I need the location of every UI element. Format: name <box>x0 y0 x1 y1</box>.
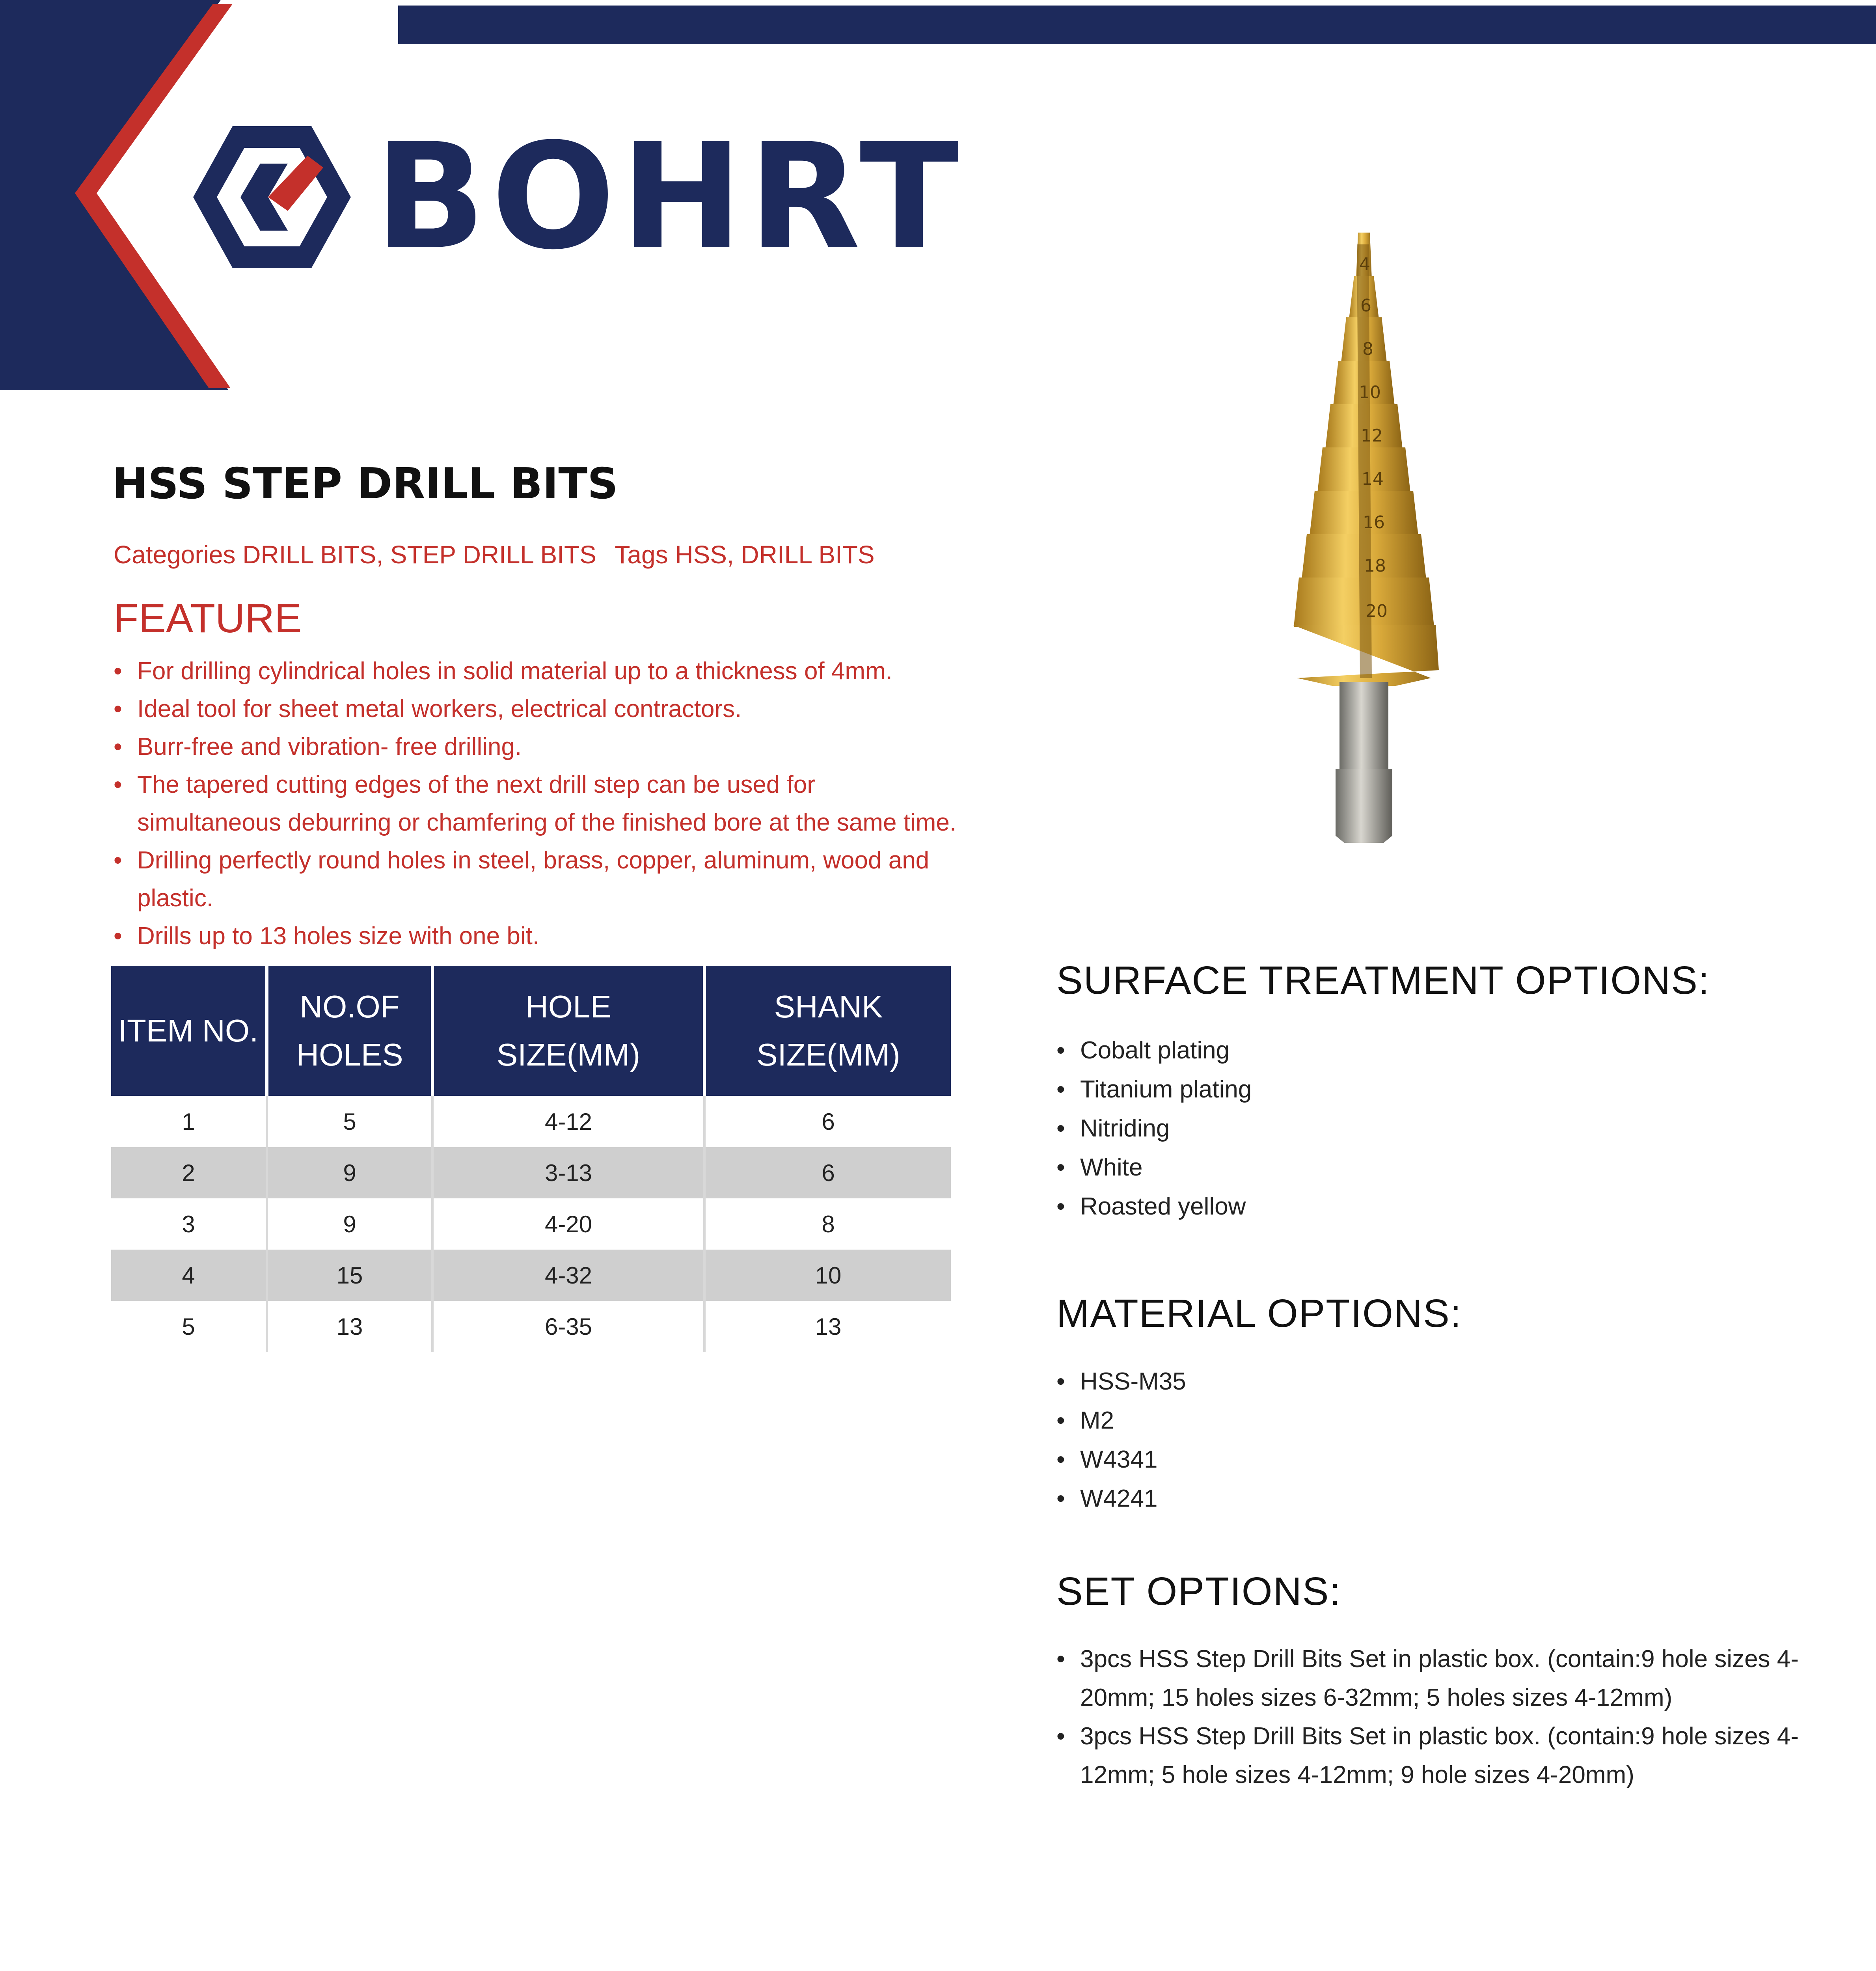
feature-heading: FEATURE <box>114 596 302 641</box>
list-item: • Roasted yellow <box>1056 1187 1252 1226</box>
list-item: • 3pcs HSS Step Drill Bits Set in plastic box. (contain:9 hole sizes 4-12mm; 5 hole sizes 4-12mm; 9 hole sizes 4-20mm) <box>1056 1717 1805 1794</box>
cell-no-of-holes: 9 <box>267 1147 432 1198</box>
feature-item: • Burr-free and vibration- free drilling. <box>114 728 961 766</box>
feature-item: • Drills up to 13 holes size with one bit. <box>114 917 961 955</box>
step-mark: 18 <box>1364 556 1386 576</box>
list-item: • Titanium plating <box>1056 1070 1252 1109</box>
cell-item-no: 1 <box>111 1096 267 1147</box>
step-drill-bit-image <box>1254 233 1474 844</box>
surface-options-list <box>1056 1031 1252 1226</box>
list-item: • Cobalt plating <box>1056 1031 1252 1070</box>
brand-logo <box>189 112 965 282</box>
cell-no-of-holes: 13 <box>267 1301 432 1352</box>
list-item: • White <box>1056 1148 1252 1187</box>
table-row <box>111 1198 951 1250</box>
material-options-list <box>1056 1362 1186 1518</box>
col-header-hole-size: HOLE SIZE(MM) <box>432 966 704 1096</box>
cell-no-of-holes: 15 <box>267 1250 432 1301</box>
step-mark: 4 <box>1359 254 1370 274</box>
col-header-item-no: ITEM NO. <box>111 966 267 1096</box>
tags-text: Tags HSS, DRILL BITS <box>615 540 875 569</box>
material-options-heading: MATERIAL OPTIONS: <box>1056 1291 1462 1336</box>
list-item: • HSS-M35 <box>1056 1362 1186 1401</box>
step-mark: 8 <box>1362 339 1373 359</box>
cell-no-of-holes: 9 <box>267 1198 432 1250</box>
feature-item: • The tapered cutting edges of the next drill step can be used for simultaneous deburring or chamfering of the finished bore at the same time. <box>114 766 961 842</box>
cell-shank-size: 6 <box>822 1108 835 1135</box>
feature-item: • Drilling perfectly round holes in steel, brass, copper, aluminum, wood and plastic. <box>114 842 961 917</box>
list-item: • W4241 <box>1056 1479 1186 1518</box>
feature-item: • For drilling cylindrical holes in solid material up to a thickness of 4mm. <box>114 652 961 690</box>
cell-shank-size: 6 <box>704 1147 951 1198</box>
logo-mark-icon <box>189 118 355 276</box>
cell-item-no: 5 <box>111 1301 267 1352</box>
step-mark: 14 <box>1362 469 1384 489</box>
surface-options-heading: SURFACE TREATMENT OPTIONS: <box>1056 958 1710 1002</box>
logo-wordmark: BOHRT <box>374 112 965 282</box>
drill-hex-end <box>1336 769 1392 843</box>
cell-item-no: 3 <box>111 1198 267 1250</box>
table-row <box>111 1250 951 1301</box>
cell-no-of-holes: 5 <box>267 1096 432 1147</box>
table-header-row <box>111 966 951 1096</box>
header-top-bar <box>398 6 1876 44</box>
step-mark: 12 <box>1361 426 1383 446</box>
table-row <box>111 1301 951 1352</box>
step-mark: 10 <box>1359 382 1381 402</box>
table-row <box>111 1096 951 1147</box>
set-options-list <box>1056 1640 1805 1794</box>
list-item: • 3pcs HSS Step Drill Bits Set in plastic box. (contain:9 hole sizes 4-20mm; 15 holes sizes 6-32mm; 5 holes sizes 4-12mm) <box>1056 1640 1805 1717</box>
cell-item-no: 2 <box>111 1147 267 1198</box>
cell-hole-size: 6-35 <box>432 1301 704 1352</box>
list-item: • W4341 <box>1056 1440 1186 1479</box>
cell-hole-size: 3-13 <box>432 1147 704 1198</box>
step-mark: 20 <box>1366 601 1388 621</box>
cell-shank-size: 13 <box>815 1313 842 1340</box>
table-row <box>111 1147 951 1198</box>
feature-item: • Ideal tool for sheet metal workers, electrical contractors. <box>114 690 961 728</box>
category-tags-line <box>114 540 887 569</box>
feature-list <box>114 652 961 955</box>
step-mark: 6 <box>1360 296 1371 316</box>
cell-shank-size: 8 <box>822 1211 835 1237</box>
spec-table <box>111 966 951 1352</box>
set-options-heading: SET OPTIONS: <box>1056 1569 1341 1613</box>
cell-hole-size: 4-20 <box>432 1198 704 1250</box>
col-header-shank-size: SHANK SIZE(MM) <box>704 966 951 1096</box>
list-item: • M2 <box>1056 1401 1186 1440</box>
cell-item-no: 4 <box>111 1250 267 1301</box>
cell-hole-size: 4-32 <box>432 1250 704 1301</box>
cell-shank-size: 10 <box>704 1250 951 1301</box>
step-mark: 16 <box>1363 512 1385 533</box>
drill-shank <box>1339 682 1388 773</box>
cell-hole-size: 4-12 <box>432 1096 704 1147</box>
page-title: HSS STEP DRILL BITS <box>112 459 618 509</box>
categories-text: Categories DRILL BITS, STEP DRILL BITS <box>114 540 596 569</box>
list-item: • Nitriding <box>1056 1109 1252 1148</box>
col-header-no-of-holes: NO.OF HOLES <box>267 966 432 1096</box>
